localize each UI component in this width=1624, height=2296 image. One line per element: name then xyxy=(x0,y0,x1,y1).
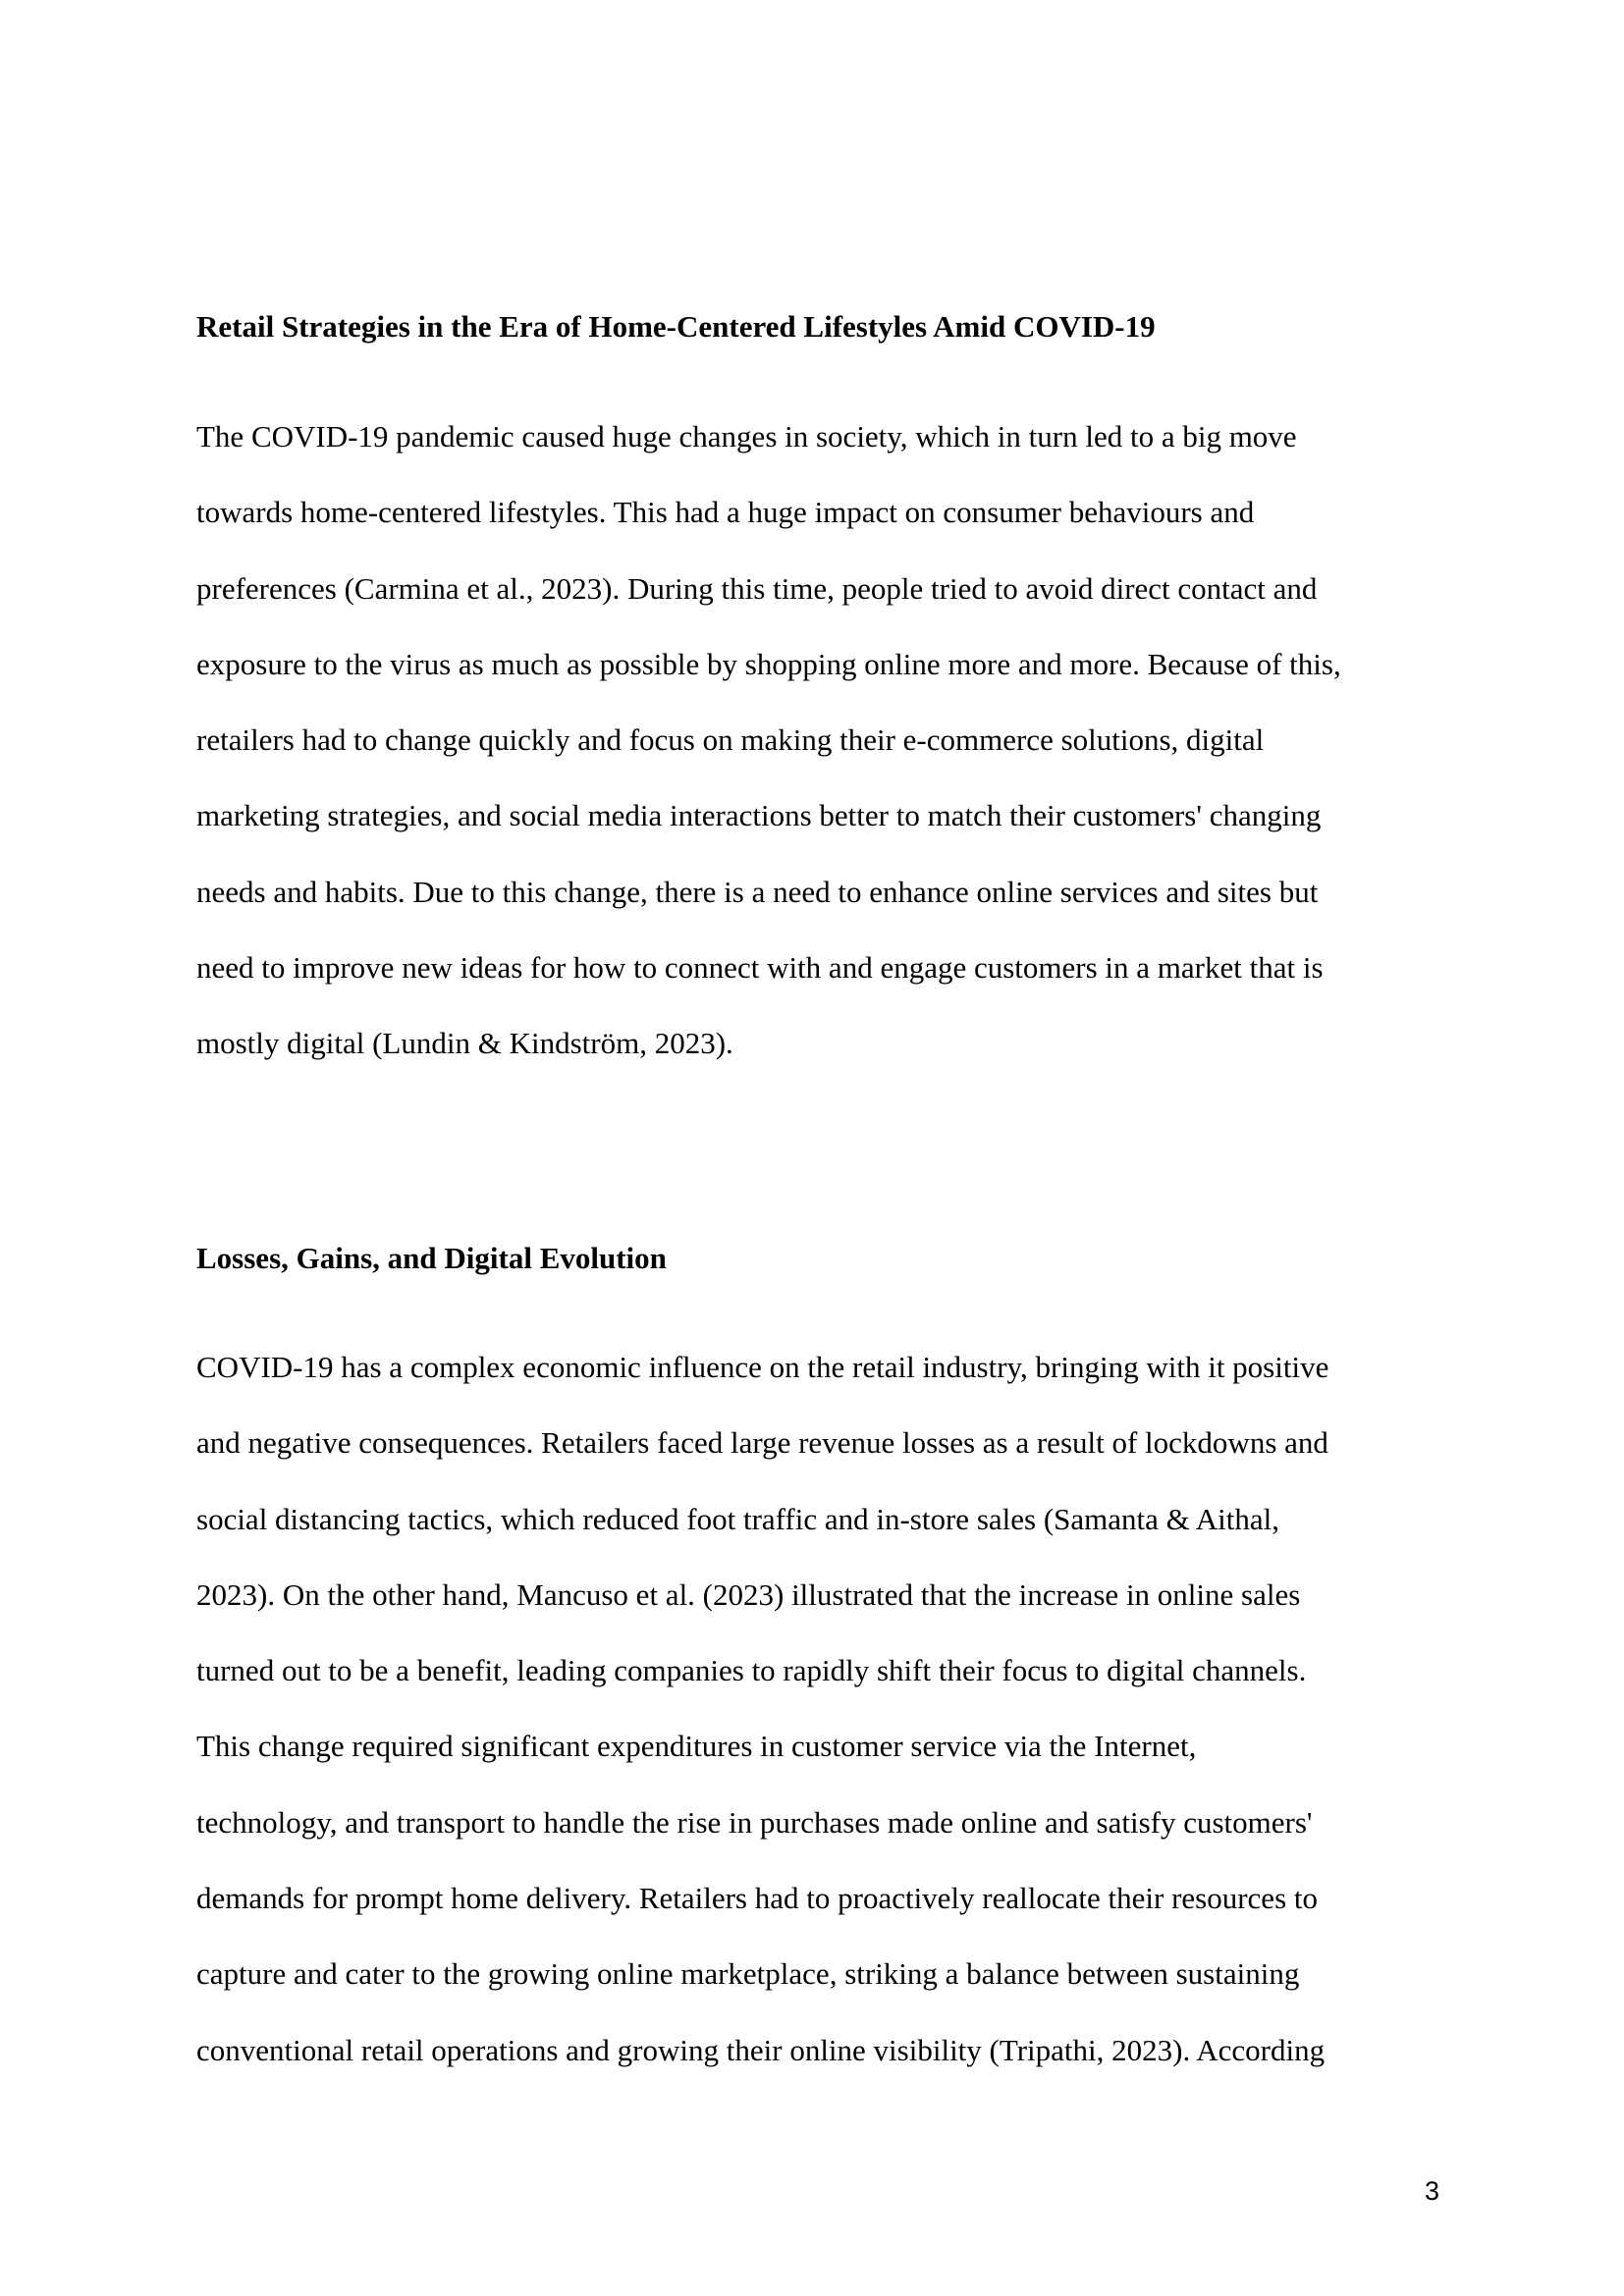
text-line: COVID-19 has a complex economic influence on the retail industry, bringing with it positive xyxy=(196,1350,1329,1384)
text-line: marketing strategies, and social media interactions better to match their customers' changing xyxy=(196,798,1322,833)
text-line: and negative consequences. Retailers faced large revenue losses as a result of lockdowns and xyxy=(196,1425,1328,1461)
body-paragraph xyxy=(196,1348,1438,2107)
text-line: This change required significant expenditures in customer service via the Internet, xyxy=(196,1729,1197,1764)
text-line: preferences (Carmina et al., 2023). During this time, people tried to avoid direct contact and xyxy=(196,570,1318,606)
text-line: mostly digital (Lundin & Kindström, 2023). xyxy=(196,1026,733,1061)
body-paragraph xyxy=(196,417,1438,1100)
text-line: need to improve new ideas for how to connect with and engage customers in a market that is xyxy=(196,950,1324,986)
section-heading: Losses, Gains, and Digital Evolution xyxy=(196,1241,667,1275)
text-line: technology, and transport to handle the rise in purchases made online and satisfy customers' xyxy=(196,1804,1313,1840)
text-line: conventional retail operations and growing their online visibility (Tripathi, 2023). According xyxy=(196,2032,1326,2067)
text-line: The COVID-19 pandemic caused huge changes in society, which in turn led to a big move xyxy=(196,419,1297,454)
text-line: capture and cater to the growing online marketplace, striking a balance between sustaining xyxy=(196,1956,1300,1992)
text-line: turned out to be a benefit, leading companies to rapidly shift their focus to digital channels. xyxy=(196,1653,1307,1688)
text-line: demands for prompt home delivery. Retailers had to proactively reallocate their resources to xyxy=(196,1881,1318,1916)
text-line: towards home-centered lifestyles. This had a huge impact on consumer behaviours and xyxy=(196,495,1255,530)
text-line: retailers had to change quickly and focus on making their e-commerce solutions, digital xyxy=(196,722,1265,758)
text-line: 2023). On the other hand, Mancuso et al. (2023) illustrated that the increase in online sales xyxy=(196,1576,1301,1612)
text-line: needs and habits. Due to this change, there is a need to enhance online services and sites but xyxy=(196,874,1319,909)
section-heading: Retail Strategies in the Era of Home-Centered Lifestyles Amid COVID-19 xyxy=(196,309,1156,344)
text-line: exposure to the virus as much as possible by shopping online more and more. Because of this, xyxy=(196,646,1341,681)
text-line: social distancing tactics, which reduced foot traffic and in-store sales (Samanta & Aithal, xyxy=(196,1501,1280,1536)
page-number: 3 xyxy=(1424,2176,1439,2206)
